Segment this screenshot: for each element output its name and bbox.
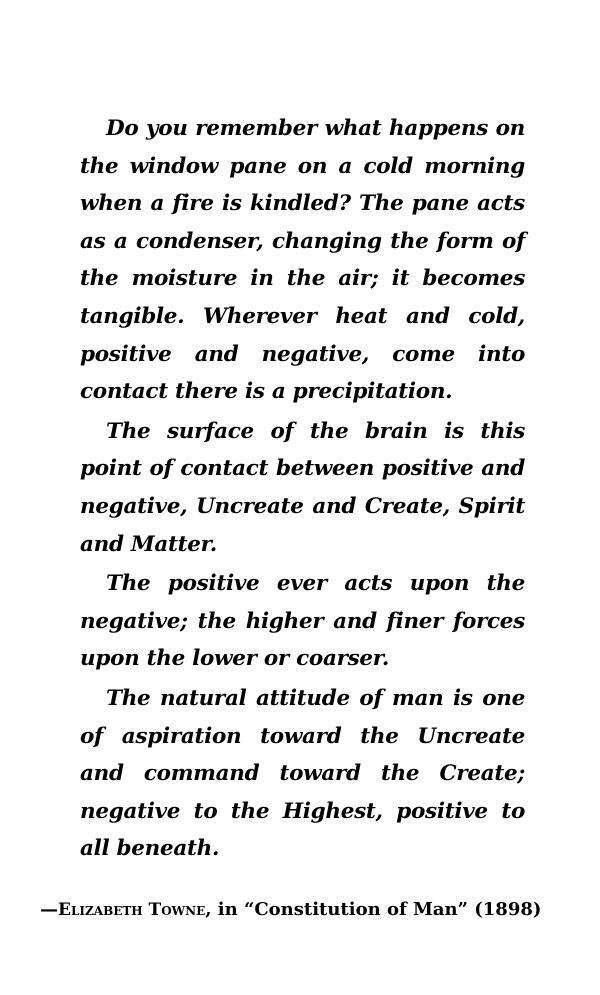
attribution-line (40, 896, 570, 924)
quote-paragraph-3: The positive ever acts upon the negative; the higher and finer forces upon the lower or coarser. (80, 571, 525, 672)
quote-paragraph-2: The surface of the brain is this point of contact between positive and negative, Uncreate and Create, Spirit and Matter. (80, 418, 525, 557)
attribution-dash: — (40, 899, 58, 920)
quote-paragraph-1: Do you remember what happens on the window pane on a cold morning when a fire is kindled? The pane acts as a condenser, changing the form of the moisture in the air; it becomes tangible. Wherever heat and cold, positive and negative, come into contact there is a precipitation. (80, 116, 525, 405)
attribution-author: Elizabeth Towne (58, 900, 206, 920)
attribution-source: , in “Constitution of Man” (1898) (205, 899, 542, 920)
quote-paragraph-4: The natural attitude of man is one of aspiration toward the Uncreate and command toward the Create; negative to the Highest, positive to all beneath. (80, 685, 525, 862)
quote-body (80, 110, 525, 868)
